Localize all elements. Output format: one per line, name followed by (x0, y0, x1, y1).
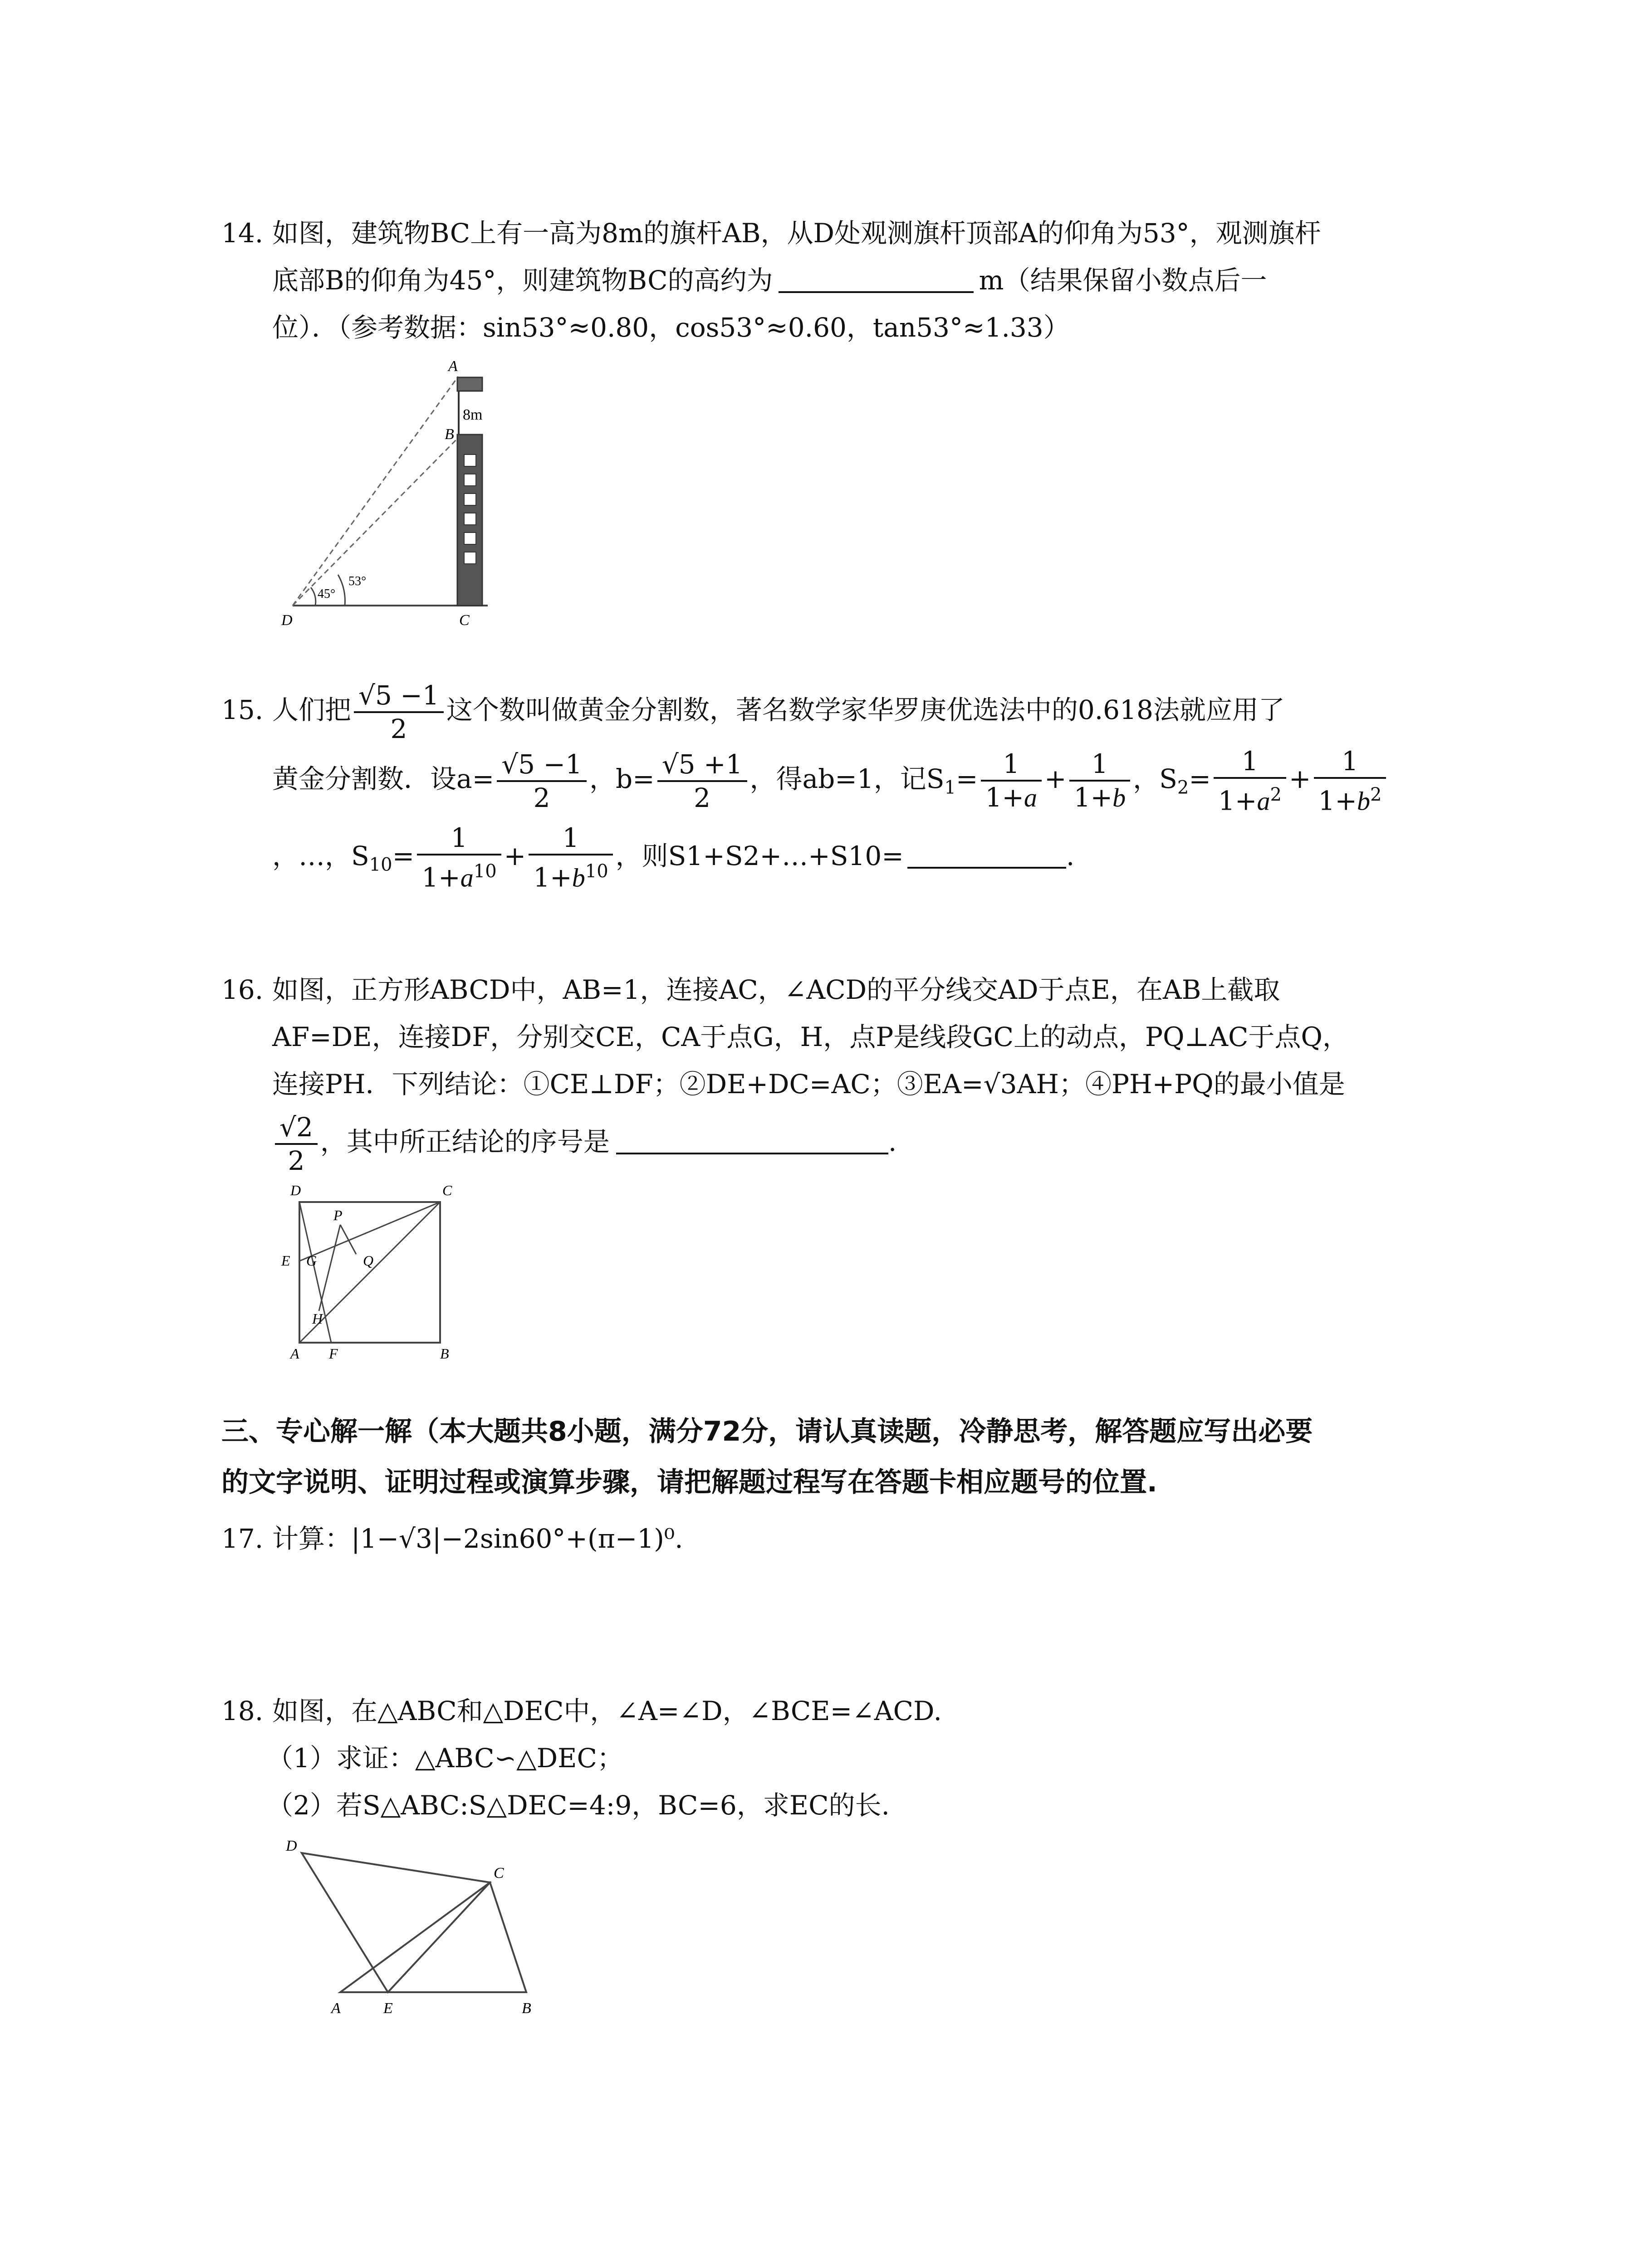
question-16: 16. 如图，正方形ABCD中，AB=1，连接AC，∠ACD的平分线交AD于点E，在AB上截取 AF=DE，连接DF，分别交CE，CA于点G，H，点P是线段GC上的动点，PQ⊥AC于点Q， 连接PH．下列结论：①CE⊥DF；②DE+DC=AC；③EA=√3AH；④PH+PQ的最小值是 $\frac{√2}{2}$ ，其中所正结论的序号是 . (221, 966, 1446, 1177)
label-C: C (442, 1182, 452, 1198)
question-text: 如图，建筑物BC上有一高为8m的旗杆AB，从D处观测旗杆顶部A的仰角为53°，观测旗杆 (272, 218, 1321, 249)
fraction-numerator: 1 (1214, 745, 1286, 779)
label-D: D (286, 1838, 297, 1854)
question-text: 这个数叫做黄金分割数，著名数学家华罗庚优选法中的0.618法就应用了 (446, 694, 1285, 725)
fraction-b (657, 748, 747, 814)
fraction-s10b (529, 822, 612, 894)
label-P: P (333, 1207, 343, 1223)
question-text: ，…，S (272, 840, 369, 871)
flag-height-label: 8m (463, 406, 483, 423)
fraction-s10a (417, 822, 501, 894)
question-text: AF=DE，连接DF，分别交CE，CA于点G，H，点P是线段GC上的动点，PQ⊥AC于点Q， (272, 1022, 1349, 1052)
section-heading (221, 1406, 1474, 1508)
question-text: ，则S1+S2+…+S10= (615, 840, 904, 871)
section-heading-line: 三、专心解一解（本大题共8小题，满分72分，请认真读题，冷静思考，解答题应写出必要 (221, 1416, 1313, 1447)
fraction-s1a (981, 748, 1042, 814)
fraction-denominator: 2 (390, 713, 407, 744)
question-text: （2）若S△ABC:S△DEC=4:9，BC=6，求EC的长. (267, 1790, 890, 1821)
square-figure (272, 1175, 463, 1365)
fraction-denominator: $1+a^2$ (1218, 784, 1282, 816)
fraction-s2b (1314, 745, 1386, 817)
fraction-numerator: √5 −1 (354, 679, 444, 713)
question-number: 14. (221, 218, 264, 249)
question-14 (221, 210, 1446, 351)
answer-blank[interactable] (779, 263, 974, 293)
question-15: 15. 人们把 $\frac{√5 -1}{2}$ 这个数叫做黄金分割数，著名数学家华罗庚优选法中的0.618法就应用了 黄金分割数．设a= $\frac{√5 -1}{2}$ ，b= $\frac{√5 +1}{2}$ ，得ab=1，记$S_1=$ $\frac{1}{1+a}$ + $\frac{1}{1+b}$ ，$S_2=$ $\frac{1}{1+a^2}$ + $\frac{1}{1+b^2}$ ，…，$S_{10}=$ $\frac{1}{1+a^{10}}$ + $\frac{1}{1+b^{10}}$ ，则S1+S2+…+S10= . (221, 676, 1446, 899)
label-F: F (329, 1345, 338, 1362)
section-heading-line: 的文字说明、证明过程或演算步骤，请把解题过程写在答题卡相应题号的位置. (221, 1466, 1157, 1498)
triangles-figure (268, 1833, 549, 2023)
label-D: D (290, 1182, 301, 1198)
fraction-denominator: 2 (533, 782, 550, 813)
question-number: 18. (221, 1696, 264, 1726)
question-text: 连接PH．下列结论：①CE⊥DF；②DE+DC=AC；③EA=√3AH；④PH+PQ的最小值是 (272, 1069, 1345, 1100)
label-H: H (312, 1310, 323, 1327)
answer-blank[interactable] (907, 839, 1066, 869)
question-17 (221, 1515, 1446, 1562)
question-text: ，b= (589, 763, 655, 794)
question-text: ，其中所正结论的序号是 (320, 1126, 610, 1157)
question-text: ，S (1133, 763, 1177, 794)
label-B: B (522, 2000, 531, 2017)
label-B: B (440, 1345, 449, 1362)
fraction-denominator: 2 (288, 1145, 305, 1176)
fraction-denominator: 1+a (985, 782, 1038, 813)
fraction-numerator: 1 (1314, 745, 1386, 779)
fraction-numerator: 1 (1069, 748, 1131, 782)
fraction-sqrt2-over-2 (275, 1111, 318, 1177)
label-C: C (494, 1865, 504, 1882)
fraction-numerator: √5 +1 (657, 748, 747, 782)
label-D: D (281, 612, 293, 629)
fraction-numerator: √5 −1 (497, 748, 587, 782)
flagpole-figure (272, 358, 508, 631)
label-B: B (445, 426, 454, 443)
fraction-numerator: 1 (417, 822, 501, 855)
fraction-numerator: 1 (981, 748, 1042, 782)
label-E: E (281, 1252, 290, 1269)
fraction-s1b (1069, 748, 1131, 814)
fraction-denominator: $1+b^2$ (1318, 784, 1382, 816)
fraction-numerator: √2 (275, 1111, 318, 1145)
question-text: 黄金分割数．设a= (272, 763, 495, 794)
label-G: G (306, 1252, 317, 1269)
label-A: A (448, 358, 458, 375)
angle-53-label: 53° (348, 574, 367, 588)
question-text: 计算：|1−√3|−2sin60°+(π−1)⁰. (272, 1523, 683, 1554)
question-text: m（结果保留小数点后一 (979, 265, 1267, 296)
question-text: 如图，正方形ABCD中，AB=1，连接AC，∠ACD的平分线交AD于点E，在AB上截取 (272, 974, 1280, 1005)
fraction-denominator: $1+a^{10}$ (421, 861, 497, 893)
fraction-denominator: 1+b (1073, 782, 1126, 813)
question-18 (221, 1687, 1446, 1829)
fraction-denominator: $1+b^{10}$ (533, 861, 608, 893)
question-text: 底部B的仰角为45°，则建筑物BC的高约为 (272, 265, 773, 296)
question-text: 如图，在△ABC和△DEC中，∠A=∠D，∠BCE=∠ACD. (272, 1696, 942, 1726)
label-A: A (290, 1345, 299, 1362)
fraction-numerator: 1 (529, 822, 612, 855)
label-E: E (383, 2000, 393, 2017)
question-text: （1）求证：△ABC∽△DEC； (267, 1743, 623, 1774)
fraction-denominator: 2 (694, 782, 711, 813)
label-Q: Q (363, 1252, 374, 1269)
question-text: ，得ab=1，记S (749, 763, 945, 794)
label-A: A (331, 2000, 341, 2017)
question-number: 17. (221, 1523, 264, 1554)
question-number: 15. (221, 694, 264, 725)
question-text: 人们把 (272, 694, 352, 725)
golden-fraction (354, 679, 444, 745)
question-text: 位）．（参考数据：sin53°≈0.80，cos53°≈0.60，tan53°≈1.33） (272, 312, 1070, 343)
answer-blank[interactable] (616, 1124, 888, 1154)
question-number: 16. (221, 974, 264, 1005)
angle-45-label: 45° (318, 587, 336, 601)
fraction-s2a (1214, 745, 1286, 817)
label-C: C (459, 612, 470, 629)
fraction-a (497, 748, 587, 814)
